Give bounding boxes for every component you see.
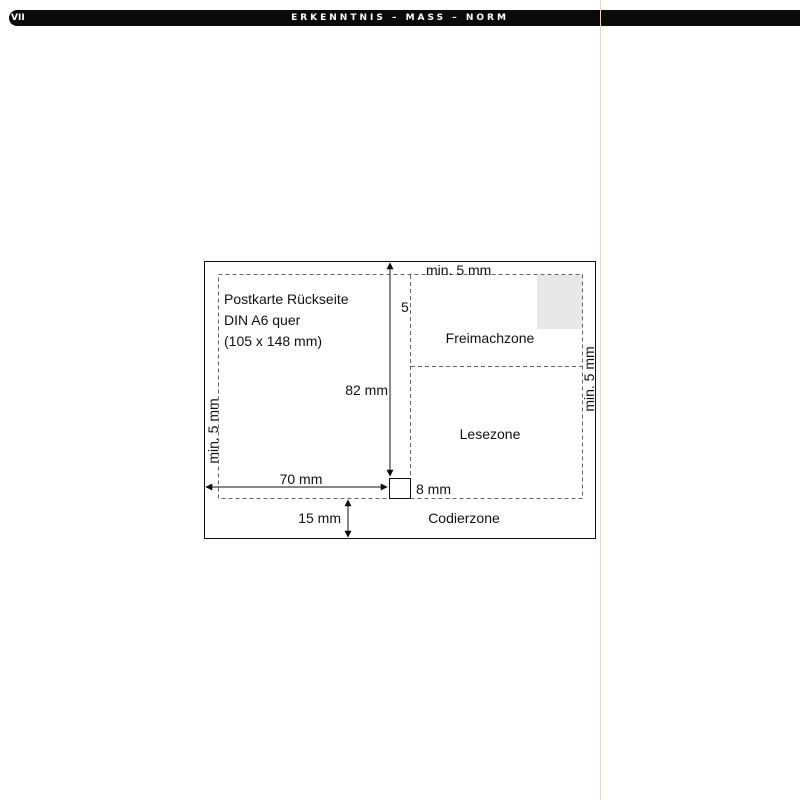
square-8mm <box>390 479 411 499</box>
label-8mm: 8 mm <box>416 481 451 497</box>
label-70mm: 70 mm <box>279 471 323 487</box>
label-min-top: min. 5 mm <box>426 262 492 278</box>
header-title: ERKENNTNIS – MASS – NORM <box>291 13 509 23</box>
label-15mm: 15 mm <box>298 510 341 526</box>
card-title-line-2: DIN A6 quer <box>224 312 301 328</box>
card-title-line-1: Postkarte Rückseite <box>224 291 349 307</box>
label-82mm: 82 mm <box>345 382 388 398</box>
card-title-line-3: (105 x 148 mm) <box>224 333 323 349</box>
label-reading-zone: Lesezone <box>459 426 521 442</box>
stamp-area <box>537 275 582 329</box>
label-min-left: min. 5 mm <box>205 398 221 464</box>
label-franking-zone: Freimachzone <box>445 330 535 346</box>
label-coding-zone: Codierzone <box>428 510 500 526</box>
label-min-right: min. 5 mm <box>581 346 597 412</box>
label-gap-5: 5 <box>401 299 409 315</box>
page-number: VII <box>11 13 25 23</box>
